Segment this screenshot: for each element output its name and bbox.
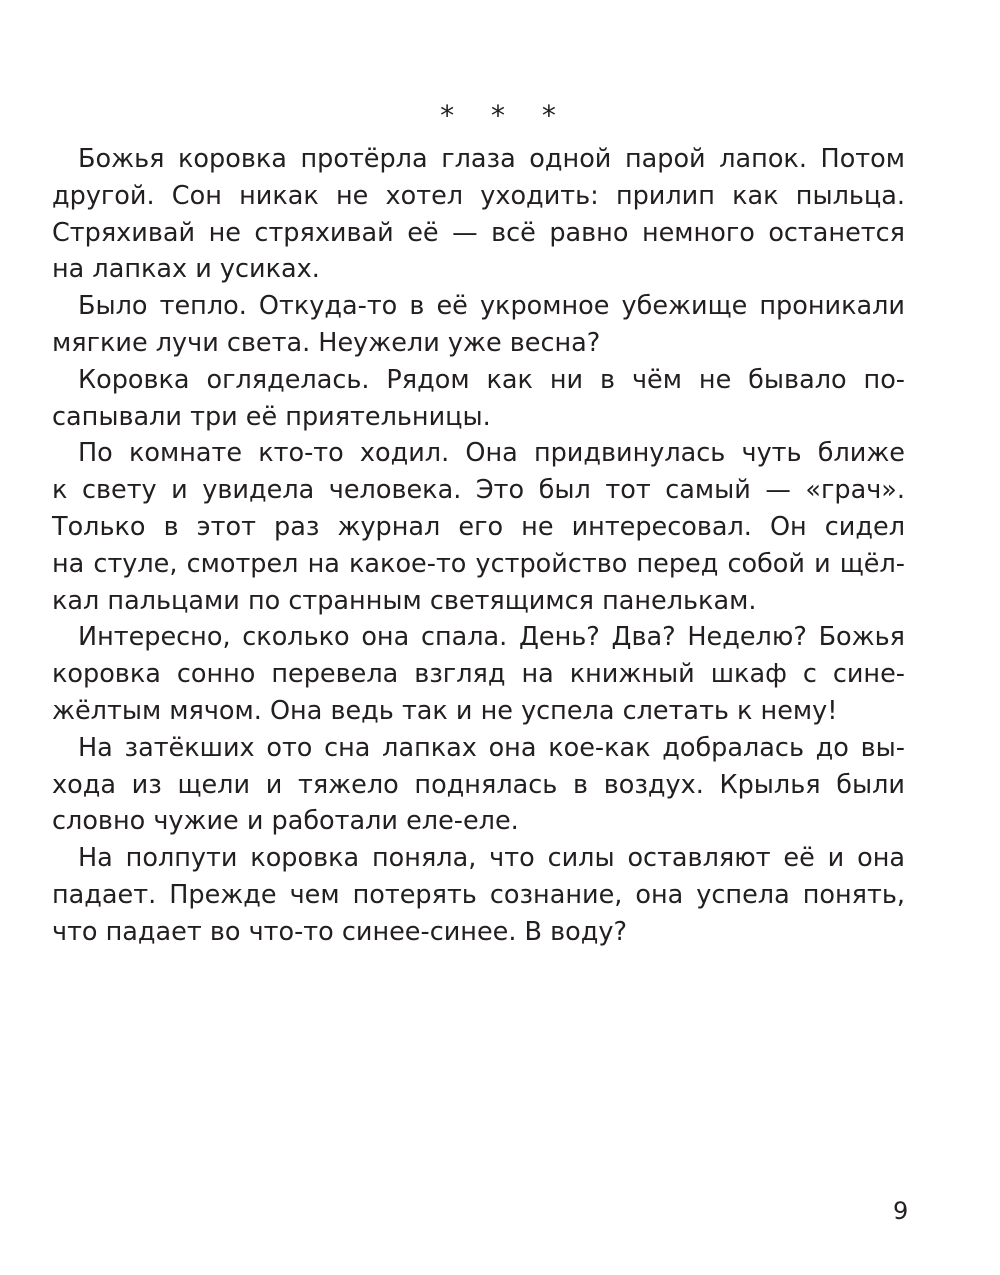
text-line: Коровка огляделась. Рядом как ни в чём не бывало по-	[78, 364, 905, 395]
text-line: На полпути коровка поняла, что силы оставляют её и она	[78, 843, 905, 874]
body-text	[52, 141, 905, 951]
text-line: к свету и увидела человека. Это был тот самый — «грач».	[52, 475, 905, 506]
text-line: Божья коровка протёрла глаза одной парой лапок. Потом	[78, 144, 905, 174]
text-line: на стуле, смотрел на какое-то устройство перед собой и щёл-	[52, 548, 905, 579]
text-line: хода из щели и тяжело поднялась в воздух. Крылья были	[52, 769, 905, 800]
text-line: кал пальцами по странным светящимся панелькам.	[52, 585, 757, 616]
text-line: другой. Сон никак не хотел уходить: прилип как пыльца.	[52, 180, 905, 211]
text-line: падает. Прежде чем потерять сознание, она успела понять,	[52, 879, 905, 910]
text-line: словно чужие и работали еле-еле.	[52, 806, 519, 837]
page-number: 9	[893, 1197, 909, 1225]
text-line: По комнате кто-то ходил. Она придвинулась чуть ближе	[78, 438, 905, 469]
text-line: Интересно, сколько она спала. День? Два? Неделю? Божья	[78, 622, 905, 653]
text-line: что падает во что-то синее-синее. В воду?	[52, 916, 628, 947]
text-line: жёлтым мячом. Она ведь так и не успела слетать к нему!	[52, 695, 838, 726]
text-line: на лапках и усиках.	[52, 254, 320, 285]
text-line: сапывали три её приятельницы.	[52, 401, 491, 432]
text-line: коровка сонно перевела взгляд на книжный шкаф с сине-	[52, 659, 905, 690]
text-line: Только в этот раз журнал его не интересовал. Он сидел	[52, 511, 905, 542]
text-line: Было тепло. Откуда-то в её укромное убежище проникали	[78, 291, 905, 322]
section-separator: * * *	[440, 99, 570, 132]
text-line: Стряхивай не стряхивай её — всё равно немного останется	[52, 217, 905, 248]
text-line: На затёкших ото сна лапках она кое-как добралась до вы-	[78, 732, 905, 763]
text-line: мягкие лучи света. Неужели уже весна?	[52, 327, 601, 358]
